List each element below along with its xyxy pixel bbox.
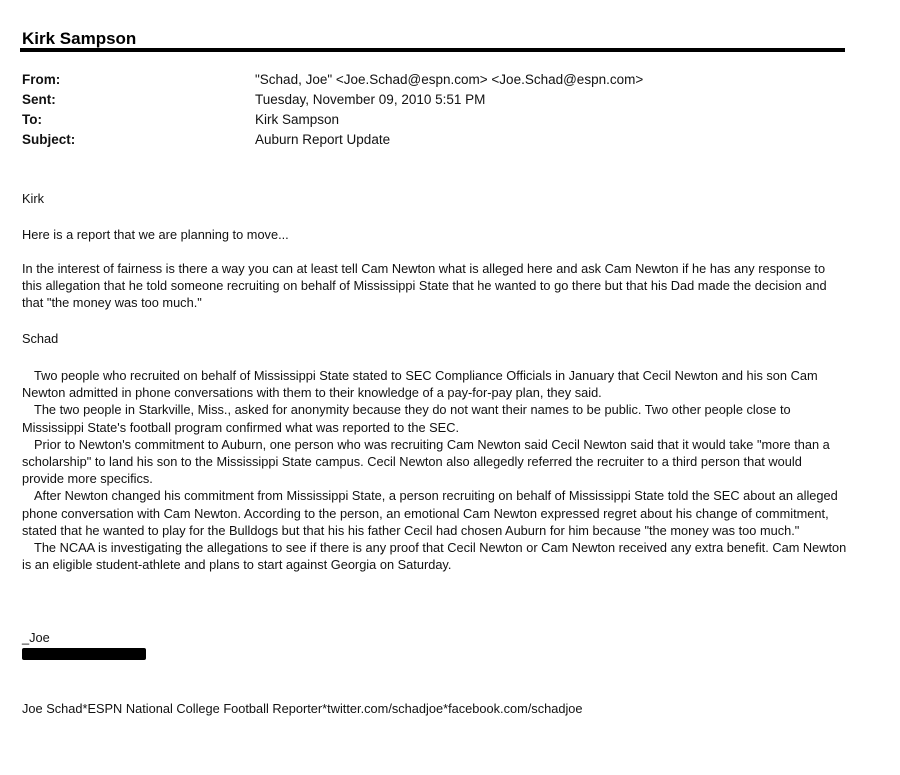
from-label: From: bbox=[22, 72, 61, 87]
title-rule bbox=[20, 48, 845, 52]
report-paragraph: After Newton changed his commitment from Mississippi State, a person recruiting on behalf of Mississippi State told the SEC about an alleged phone conversation with Cam Newton. According to the person, an emotional Cam Newton expressed regret about his change of commitment, stated that he wanted to play for the Bulldogs but that his his father Cecil had chosen Auburn for him because "the money was too much." bbox=[22, 488, 838, 538]
sent-label: Sent: bbox=[22, 92, 56, 107]
to-value: Kirk Sampson bbox=[255, 112, 340, 127]
subject-label: Subject: bbox=[22, 132, 76, 147]
request-paragraph: In the interest of fairness is there a way you can at least tell Cam Newton what is alleged here and ask Cam Newton if he has any response to this allegation that he told someone recruiting on behalf of Mississippi State that he wanted to go there but that his Dad made the decision and that "the money was too much." bbox=[22, 261, 827, 311]
sent-value: Tuesday, November 09, 2010 5:51 PM bbox=[255, 92, 486, 107]
report-paragraph: Prior to Newton's commitment to Auburn, one person who was recruiting Cam Newton said Cecil Newton said that it would take "more than a scholarship" to land his son to the Mississippi State campus. Cecil Newton also allegedly referred the recruiter to a third person that would provide more specifics. bbox=[22, 436, 830, 487]
report-text bbox=[22, 367, 847, 573]
subject-value: Auburn Report Update bbox=[255, 132, 391, 147]
to-label: To: bbox=[22, 112, 42, 127]
salutation: Kirk bbox=[22, 191, 45, 206]
document-title: Kirk Sampson bbox=[22, 29, 137, 48]
report-paragraph: Two people who recruited on behalf of Mississippi State stated to SEC Compliance Officials in January that Cecil Newton and his son Cam Newton admitted in phone conversations with them to their knowledge of a pay-for-pay plan, they said. bbox=[22, 368, 818, 401]
email-signature: Joe Schad*ESPN National College Football Reporter*twitter.com/schadjoe*facebook.com/schadjoe bbox=[22, 701, 583, 716]
from-value: "Schad, Joe" <Joe.Schad@espn.com> <Joe.Schad@espn.com> bbox=[255, 72, 644, 87]
intro-line: Here is a report that we are planning to move... bbox=[22, 227, 289, 242]
redaction-bar bbox=[22, 648, 146, 660]
report-paragraph: The NCAA is investigating the allegations to see if there is any proof that Cecil Newton or Cam Newton received any extra benefit. Cam Newton is an eligible student-athlete and plans to start against Georgia on Saturday. bbox=[22, 540, 847, 573]
signoff: Schad bbox=[22, 331, 59, 346]
report-paragraph: The two people in Starkville, Miss., asked for anonymity because they do not want their names to be public. Two other people close to Mississippi State's football program confirmed what was reported to the SEC. bbox=[22, 402, 791, 435]
closing-name: _Joe bbox=[22, 630, 50, 645]
